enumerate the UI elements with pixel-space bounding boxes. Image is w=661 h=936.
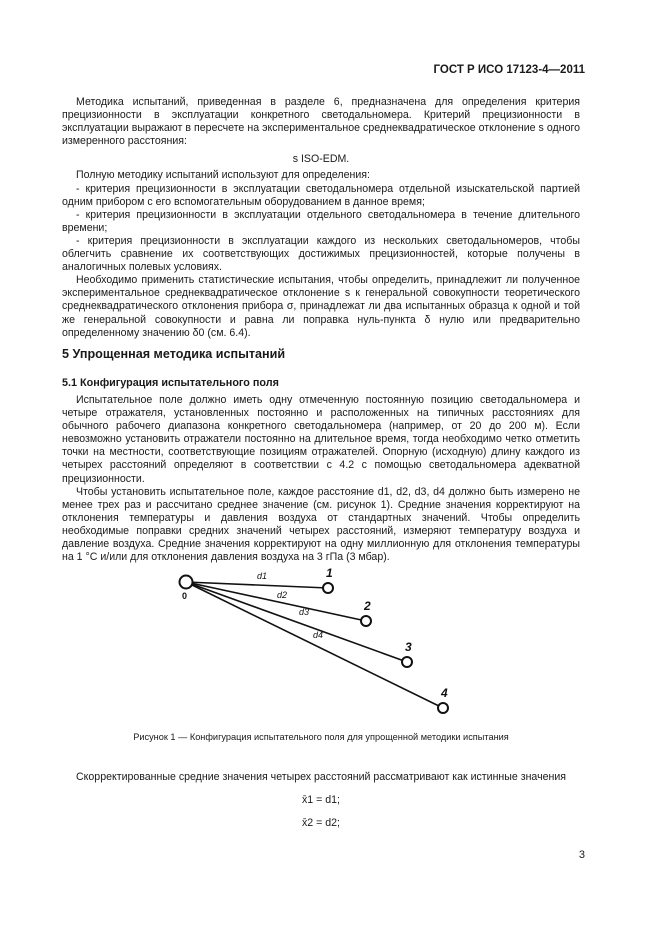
reflector-1-icon [323, 583, 333, 593]
distance-label-d3: d3 [299, 607, 310, 617]
distance-label-d4: d4 [313, 630, 324, 640]
bullet-2: - критерия прецизионности в эксплуатации отдельного светодальномера в течение длительного времени; [62, 208, 580, 234]
intro-paragraph-3: Необходимо применить статистические испытания, чтобы определить, принадлежит ли полученное экспериментальное среднеквадратическое отклонение s к генеральной совокупности теоретического среднеквадратического отклонения прибора σ, принадлежат ли два испытанных образца к одной и той же генеральной совокупности и равна ли поправка нуль-пункта δ нулю или предварительно определенному значению δ0 (см. 6.4). [62, 274, 580, 339]
bullet-1: - критерия прецизионности в эксплуатации светодальномера отдельной изыскательской партией одним прибором с его вспомогательным оборудованием в данное время; [62, 182, 580, 208]
equation-x2: x̄2 = d2; [302, 817, 340, 830]
equation-x1: x̄1 = d1; [302, 794, 340, 807]
section-5-paragraph-1: Испытательное поле должно иметь одну отмеченную постоянную позицию светодальномера и четыре отражателя, установленных постоянно и расположенных на типичных расстояниях для обычного рабочего диапазона конкретного светодальномера (например, от 20 до 200 м). Если невозможно установить отражатели постоянно на длительное время, тогда необходимо четко отметить точки на местности, соответствующие позициям отражателей. Опорную (исходную) длину каждого из четырех расстояний определяют в соответствии с 4.2 с помощью светодальномера адекватной прецизионности. [62, 394, 580, 485]
closing-block [62, 771, 580, 830]
origin-label: 0 [182, 591, 188, 601]
reflector-3-icon [402, 657, 412, 667]
document-header: ГОСТ Р ИСО 17123-4—2011 [433, 64, 585, 76]
distance-label-d1: d1 [257, 571, 268, 581]
bullet-3: - критерия прецизионности в эксплуатации каждого из нескольких светодальномеров, чтобы облегчить сравнение их соответствующих достижимых прецизионностей, которые получены в аналогичных полевых условиях. [62, 234, 580, 274]
intro-paragraph-1: Методика испытаний, приведенная в разделе 6, предназначена для определения критерия прецизионности в эксплуатации конкретного светодальномера. Критерий прецизионности в эксплуатации выражают в пересчете на экспериментальное среднеквадратическое отклонение s одного измеренного расстояния: [62, 96, 580, 148]
point-label-3: 3 [405, 640, 412, 654]
section-5 [62, 347, 580, 564]
point-label-2: 2 [364, 599, 371, 613]
section-5-title: 5 Упрощенная методика испытаний [62, 347, 286, 361]
intro-paragraph-2: Полную методику испытаний используют для определения: [76, 169, 370, 182]
formula-s-iso-edm: s ISO-EDM. [292, 153, 350, 166]
test-field-figure [160, 560, 480, 720]
distance-label-d2: d2 [277, 590, 288, 600]
point-label-4: 4 [441, 686, 448, 700]
line-d3 [186, 582, 407, 662]
point-label-1: 1 [326, 566, 333, 580]
figure-caption: Рисунок 1 — Конфигурация испытательного поля для упрощенной методики испытания [133, 732, 509, 742]
closing-paragraph: Скорректированные средние значения четырех расстояний рассматривают как истинные значения [76, 771, 567, 783]
subsection-5-1-title: 5.1 Конфигурация испытательного поля [62, 377, 279, 389]
section-5-paragraph-2: Чтобы установить испытательное поле, каждое расстояние d1, d2, d3, d4 должно быть измерено не менее трех раз и рассчитано среднее значение (см. рисунок 1). Средние значения корректируют на отклонения температуры и давления воздуха от стандартных значений. Чтобы определить необходимые поправки средних значений четырех расстояний, измеряют температуру воздуха и давление воздуха. Средние значения корректируют на одну миллионную для отклонения температуры на 1 °С и/или для отклонения давления воздуха на 3 гПа (3 мбар). [62, 485, 580, 564]
reflector-2-icon [361, 616, 371, 626]
intro-block [62, 96, 580, 340]
reflector-4-icon [438, 703, 448, 713]
origin-station-icon [180, 576, 193, 589]
page-number: 3 [578, 849, 585, 861]
